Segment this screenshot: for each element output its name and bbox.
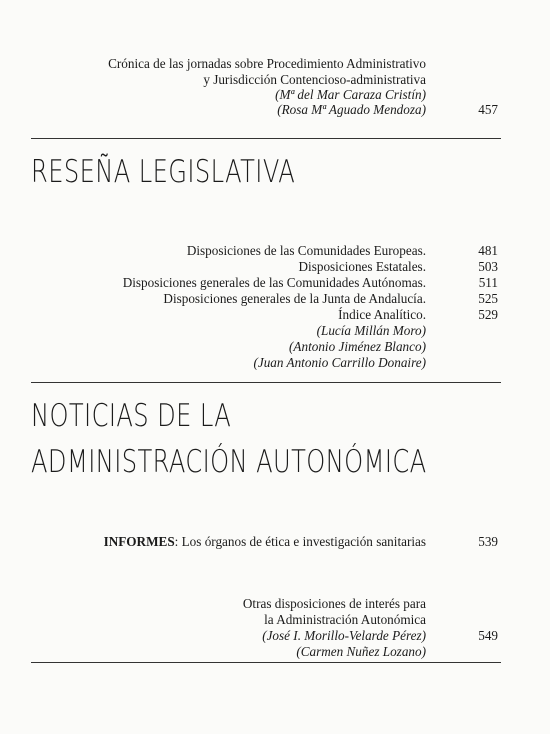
page-number: 549 bbox=[478, 628, 498, 643]
section-heading-noticias-line2: ADMINISTRACIÓN AUTONÓMICA bbox=[31, 444, 427, 480]
entry-author: (Carmen Nuñez Lozano) bbox=[296, 644, 426, 659]
page-number: 529 bbox=[478, 307, 498, 322]
entry-author: (Mª del Mar Caraza Cristín) bbox=[275, 87, 426, 102]
entry-author: (Antonio Jiménez Blanco) bbox=[289, 339, 426, 354]
toc-item: Disposiciones de las Comunidades Europeas. bbox=[186, 243, 426, 258]
page-number: 457 bbox=[478, 102, 498, 117]
section-heading-resena: RESEÑA LEGISLATIVA bbox=[31, 154, 296, 190]
entry-title-line: Otras disposiciones de interés para bbox=[242, 596, 426, 611]
entry-author: (Juan Antonio Carrillo Donaire) bbox=[253, 355, 426, 370]
toc-item: Índice Analítico. bbox=[338, 307, 426, 322]
entry-title-line: y Jurisdicción Contencioso-administrativa bbox=[203, 72, 426, 87]
entry-title-line: Crónica de las jornadas sobre Procedimiento Administrativo bbox=[108, 56, 426, 71]
page-number: 503 bbox=[478, 259, 498, 274]
section-heading-noticias-line1: NOTICIAS DE LA bbox=[31, 398, 232, 434]
section-divider bbox=[31, 382, 501, 383]
section-divider bbox=[31, 138, 501, 139]
entry-author: (Rosa Mª Aguado Mendoza) bbox=[277, 102, 426, 117]
page-number: 481 bbox=[478, 243, 498, 258]
section-divider bbox=[31, 662, 501, 663]
page-number: 539 bbox=[478, 534, 498, 549]
toc-item: Disposiciones Estatales. bbox=[298, 259, 426, 274]
toc-item: Disposiciones generales de las Comunidades Autónomas. bbox=[122, 275, 426, 290]
informes-entry bbox=[104, 534, 426, 550]
page-number: 511 bbox=[478, 275, 498, 290]
informes-text: : Los órganos de ética e investigación sanitarias bbox=[174, 534, 426, 549]
informes-label: INFORMES bbox=[103, 534, 175, 549]
page-number: 525 bbox=[478, 291, 498, 306]
entry-title-line: la Administración Autonómica bbox=[264, 612, 426, 627]
entry-author: (Lucía Millán Moro) bbox=[316, 323, 426, 338]
entry-author: (José I. Morillo-Velarde Pérez) bbox=[262, 628, 426, 643]
toc-item: Disposiciones generales de la Junta de Andalucía. bbox=[163, 291, 426, 306]
